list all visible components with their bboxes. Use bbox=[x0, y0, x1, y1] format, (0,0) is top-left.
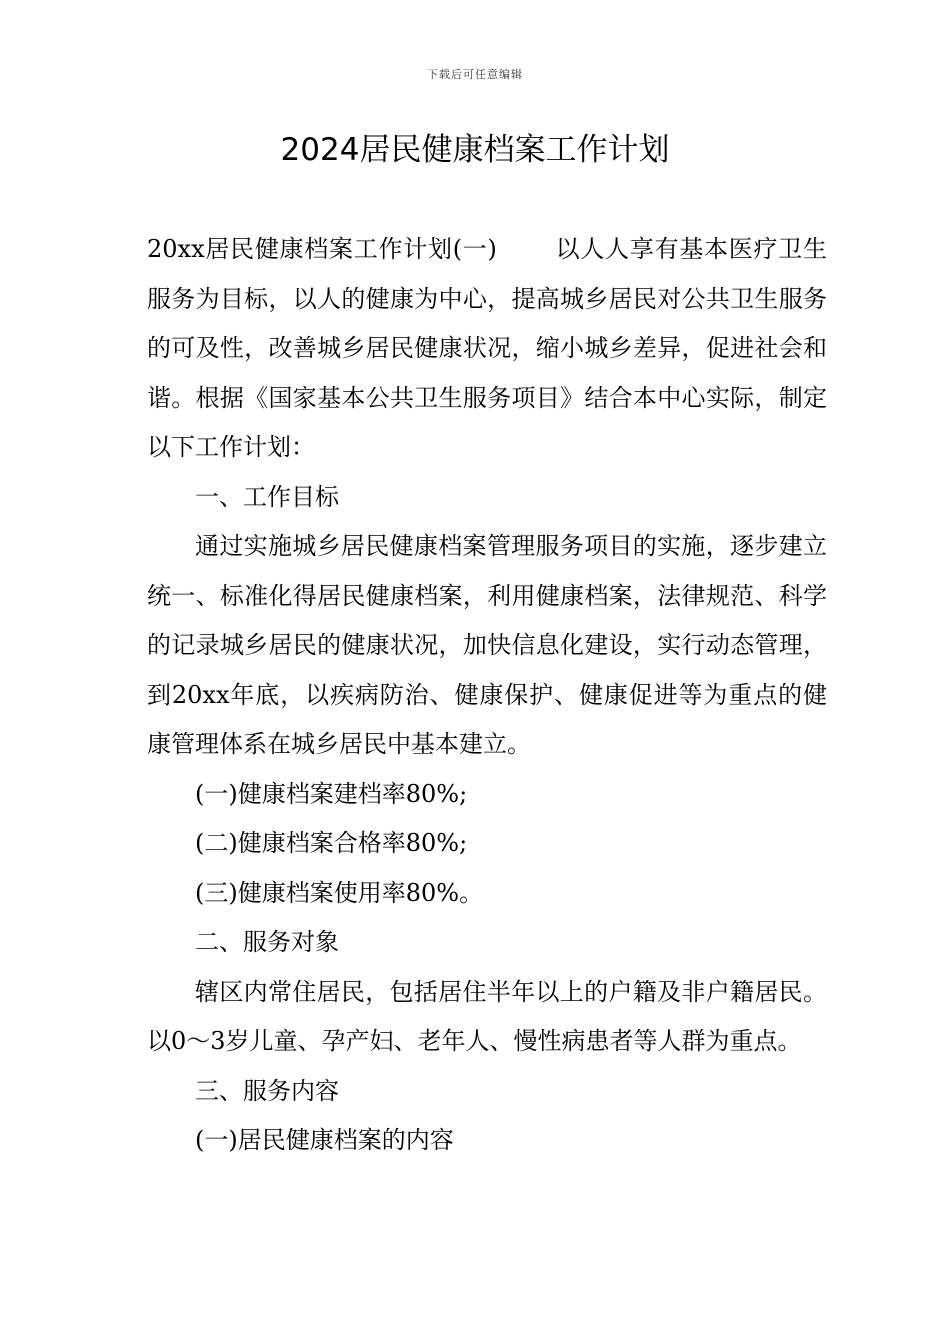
content-subheading-1: (一)居民健康档案的内容 bbox=[195, 1126, 454, 1154]
goals-paragraph: 通过实施城乡居民健康档案管理服务项目的实施，逐步建立统一、标准化得居民健康档案，利用健康档案，法律规范、科学的记录城乡居民的健康状况，加快信息化建设，实行动态管理，到20xx年底，以疾病防治、健康保护、健康促进等为重点的健康管理体系在城乡居民中基本建立。 bbox=[147, 532, 827, 758]
targets-paragraph: 辖区内常住居民，包括居住半年以上的户籍及非户籍居民。以0～3岁儿童、孕产妇、老年人、慢性病患者等人群为重点。 bbox=[147, 977, 827, 1055]
header-note: 下载后可任意编辑 bbox=[427, 68, 523, 81]
section-heading-content: 三、服务内容 bbox=[195, 1076, 339, 1105]
intro-text: 以人人享有基本医疗卫生服务为目标，以人的健康为中心，提高城乡居民对公共卫生服务的可及性，改善城乡居民健康状况，缩小城乡差异，促进社会和谐。根据《国家基本公共卫生服务项目》结合本中心实际，制定以下工作计划： bbox=[147, 235, 827, 461]
section-heading-goals: 一、工作目标 bbox=[195, 482, 339, 511]
document-body bbox=[147, 225, 827, 1166]
goal-item-1: (一)健康档案建档率80%; bbox=[195, 779, 468, 808]
document-title: 2024居民健康档案工作计划 bbox=[280, 132, 670, 168]
intro-heading: 20xx居民健康档案工作计划(一) bbox=[147, 235, 497, 263]
goal-item-3: (三)健康档案使用率80%。 bbox=[195, 878, 484, 907]
section-heading-targets: 二、服务对象 bbox=[195, 928, 339, 956]
goal-item-2: (二)健康档案合格率80%; bbox=[195, 829, 468, 857]
intro-paragraph bbox=[147, 225, 827, 473]
